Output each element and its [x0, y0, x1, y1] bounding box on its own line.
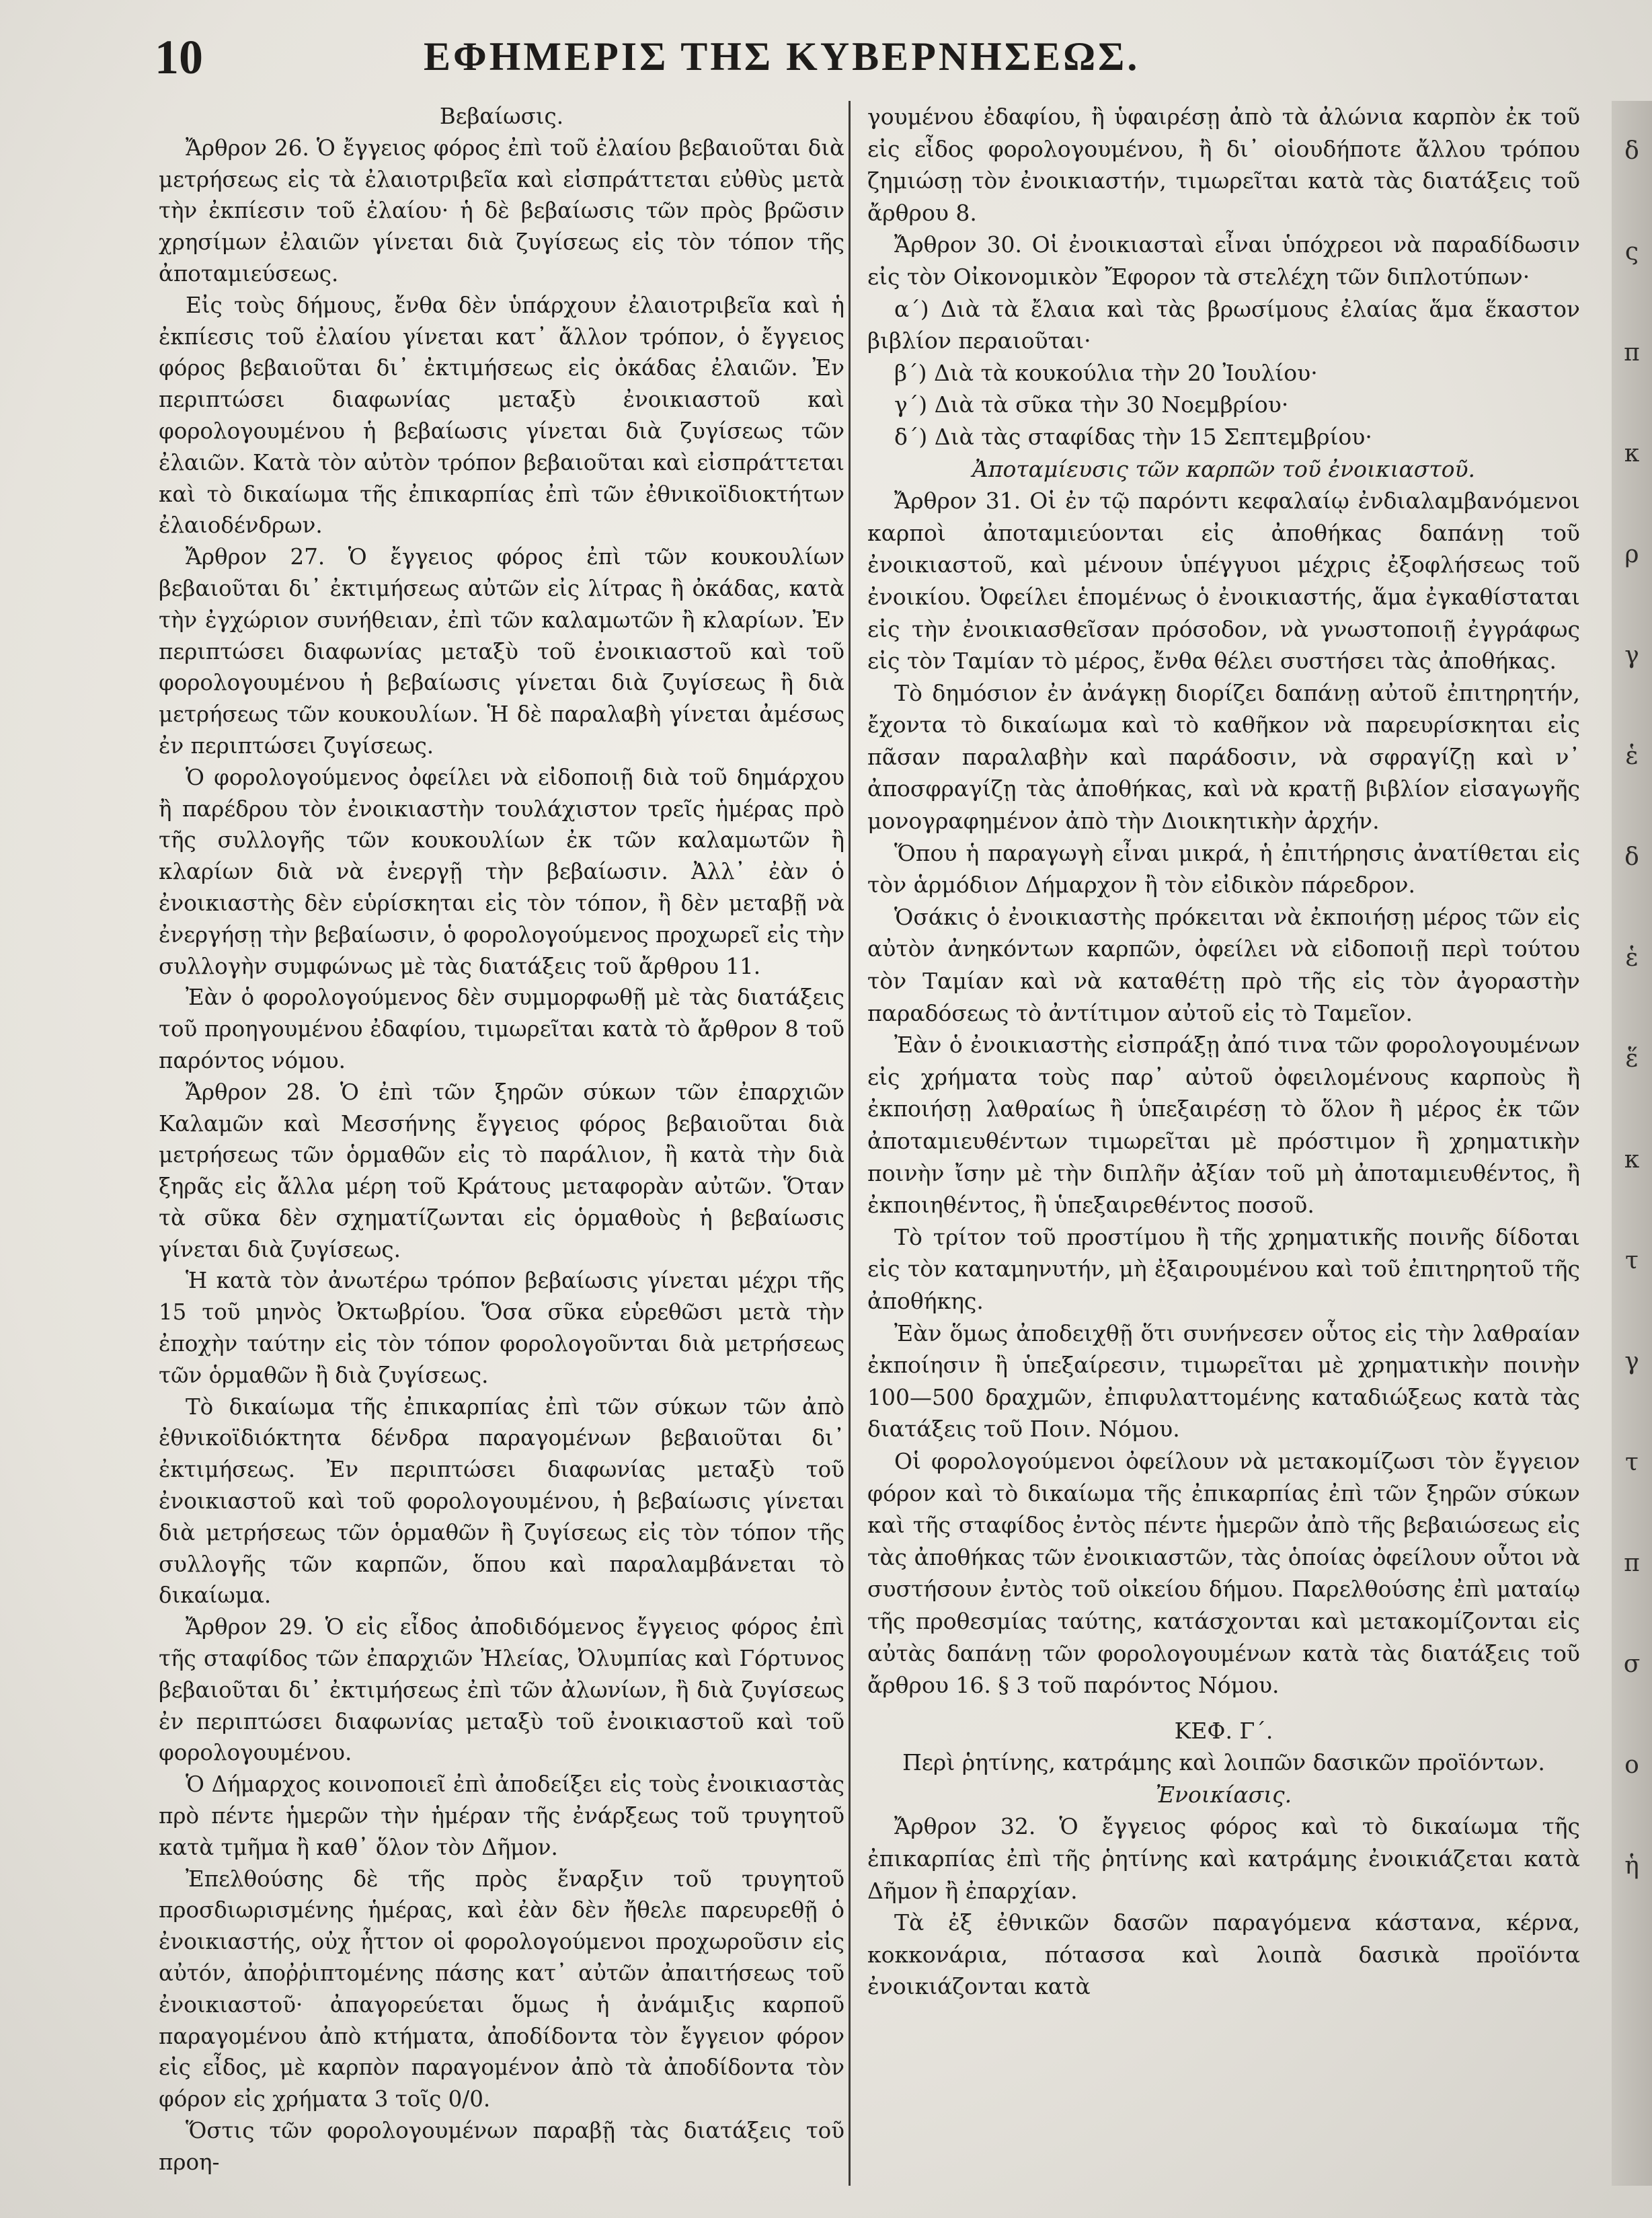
- edge-letter: γ: [1624, 642, 1639, 669]
- paragraph: Ἄρθρον 26. Ὁ ἔγγειος φόρος ἐπὶ τοῦ ἐλαίου βεβαιοῦται διὰ μετρήσεως εἰς τὰ ἐλαιοτριβεῖα καὶ εἰσπράττεται εὐθὺς μετὰ τὴν ἐκπίεσιν τοῦ ἐλαίου· ἡ δὲ βεβαίωσις τῶν πρὸς βρῶσιν χρησίμων ἐλαιῶν γίνεται διὰ ζυγίσεως εἰς τὸν τόπον τῆς ἀποταμιεύσεως.: [159, 135, 844, 286]
- paragraph: Ἐὰν ὅμως ἀποδειχθῇ ὅτι συνήνεσεν οὗτος εἰς τὴν λαθραίαν ἐκποίησιν ἢ ὑπεξαίρεσιν, τιμωρεῖται μὲ χρηματικὴν ποινὴν 100—500 δραχμῶν, ἐπιφυλαττομένης καταδιώξεως κατὰ τὰς διατάξεις τοῦ Ποιν. Νόμου.: [867, 1320, 1580, 1443]
- edge-letter: π: [1624, 339, 1640, 367]
- edge-letter: κ: [1624, 440, 1640, 467]
- chapter-heading: ΚΕΦ. Γ΄.: [1174, 1717, 1273, 1744]
- edge-letter: κ: [1624, 1146, 1640, 1174]
- edge-letter: γ: [1624, 1348, 1639, 1375]
- paragraph: Τὸ δικαίωμα τῆς ἐπικαρπίας ἐπὶ τῶν σύκων τῶν ἀπὸ ἐθνικοϊδιόκτητα δένδρα παραγομένων βεβαιοῦται δι᾽ ἐκτιμήσεως. Ἐν περιπτώσει διαφωνίας μεταξὺ τοῦ ἐνοικιαστοῦ καὶ τοῦ φορολογουμένου, ἡ βεβαίωσις γίνεται διὰ μετρήσεως τῶν ὁρμαθῶν ἢ ζυγίσεως εἰς τὸν τόπον τῆς συλλογῆς τῶν καρπῶν, ὅπου καὶ παραλαμβάνεται τὸ δικαίωμα.: [159, 1393, 844, 1609]
- right-column: [867, 101, 1580, 2003]
- edge-letter: ἡ: [1624, 1852, 1639, 1880]
- running-title: ΕΦΗΜΕΡΙΣ ΤΗΣ ΚΥΒΕΡΝΗΣΕΩΣ.: [424, 34, 1140, 79]
- section-heading: Βεβαίωσις.: [439, 104, 564, 129]
- paragraph: Ὁ φορολογούμενος ὀφείλει νὰ εἰδοποιῇ διὰ τοῦ δημάρχου ἢ παρέδρου τὸν ἐνοικιαστὴν τουλάχιστον τρεῖς ἡμέρας πρὸ τῆς συλλογῆς τῶν κουκουλίων ἐκ τῶν καλαμωτῶν ἢ κλαρίων διὰ νὰ ἐνεργῇ τὴν βεβαίωσιν. Ἀλλ᾽ ἐὰν ὁ ἐνοικιαστὴς δὲν εὑρίσκηται εἰς τὸν τόπον, ἢ δὲν μεταβῇ νὰ ἐνεργήσῃ τὴν βεβαίωσιν, ὁ φορολογούμενος προχωρεῖ εἰς τὴν συλλογὴν συμφώνως μὲ τὰς διατάξεις τοῦ ἄρθρου 11.: [159, 764, 844, 979]
- edge-letter: ο: [1624, 1751, 1639, 1779]
- section-heading: Ἐνοικίασις.: [1155, 1781, 1292, 1808]
- page-header: [155, 30, 1311, 90]
- paragraph: Ἄρθρον 27. Ὁ ἔγγειος φόρος ἐπὶ τῶν κουκουλίων βεβαιοῦται δι᾽ ἐκτιμήσεως αὐτῶν εἰς λίτρας ἢ ὀκάδας, κατὰ τὴν ἐγχώριον συνήθειαν, ἐπὶ τῶν καλαμωτῶν ἢ κλαρίων. Ἐν περιπτώσει διαφωνίας μεταξὺ τοῦ ἐνοικιαστοῦ καὶ τοῦ φορολογουμένου ἡ βεβαίωσις γίνεται διὰ ζυγίσεως ἢ διὰ μετρήσεως τῶν κουκουλίων. Ἡ δὲ παραλαβὴ γίνεται ἀμέσως ἐν περιπτώσει ζυγίσεως.: [159, 544, 844, 759]
- edge-letter: τ: [1625, 1449, 1639, 1476]
- list-item: δ΄) Διὰ τὰς σταφίδας τὴν 15 Σεπτεμβρίου·: [894, 423, 1372, 450]
- paragraph: Οἱ φορολογούμενοι ὀφείλουν νὰ μετακομίζωσι τὸν ἔγγειον φόρον καὶ τὸ δικαίωμα τῆς ἐπικαρπίας ἐπὶ τῶν ξηρῶν σύκων καὶ τῆς σταφίδος ἐντὸς πέντε ἡμερῶν ἀπὸ τῆς βεβαιώσεως εἰς τὰς ἀποθήκας τῶν ἐνοικιαστῶν, τὰς ὁποίας ὀφείλουν οὗτοι νὰ συστήσουν ἐντὸς τοῦ οἰκείου δήμου. Παρελθούσης ἐπὶ ματαίῳ τῆς προθεσμίας ταύτης, κατάσχονται καὶ μετακομίζονται εἰς αὐτὰς δαπάνῃ τῶν φορολογουμένων κατὰ τὰς διατάξεις τοῦ ἄρθρου 16. § 3 τοῦ παρόντος Νόμου.: [867, 1447, 1580, 1699]
- section-heading: Ἀποταμίευσις τῶν καρπῶν τοῦ ἐνοικιαστοῦ.: [972, 455, 1476, 482]
- edge-letter: δ: [1624, 137, 1639, 165]
- list-item: α΄) Διὰ τὰ ἔλαια καὶ τὰς βρωσίμους ἐλαίας ἅμα ἕκαστον βιβλίον περαιοῦται·: [867, 295, 1580, 354]
- paragraph: Ὅστις τῶν φορολογουμένων παραβῇ τὰς διατάξεις τοῦ προη-: [159, 2118, 844, 2175]
- edge-letter: τ: [1625, 1247, 1639, 1274]
- left-column: [159, 101, 844, 2178]
- edge-letter: ἕ: [1625, 1045, 1639, 1073]
- edge-letter: ἑ: [1625, 742, 1639, 770]
- page-number: 10: [155, 30, 203, 84]
- paragraph-continuation: γουμένου ἐδαφίου, ἢ ὑφαιρέσῃ ἀπὸ τὰ ἀλώνια καρπὸν ἐκ τοῦ εἰς εἶδος φορολογουμένου, ἢ δι᾽ οἱουδήποτε ἄλλου τρόπου ζημιώσῃ τὸν ἐνοικιαστήν, τιμωρεῖται κατὰ τὰς διατάξεις τοῦ ἄρθρου 8.: [867, 104, 1580, 226]
- paragraph: Ἐὰν ὁ ἐνοικιαστὴς εἰσπράξῃ ἀπό τινα τῶν φορολογουμένων εἰς χρήματα τοὺς παρ᾽ αὐτοῦ ὀφειλομένους καρποὺς ἢ ἐκποιήσῃ λαθραίως ἢ ὑπεξαιρέσῃ τὸ ὅλον ἢ μέρος ἐκ τῶν ἀποταμιευθέντων τιμωρεῖται μὲ πρόστιμον ἢ χρηματικὴν ποινὴν ἴσην μὲ τὴν διπλῆν ἀξίαν τοῦ μὴ ἀποταμιευθέντος, ἢ ἐκποιηθέντος, ἢ ὑπεξαιρεθέντος ποσοῦ.: [867, 1032, 1580, 1219]
- paragraph: Τὸ δημόσιον ἐν ἀνάγκῃ διορίζει δαπάνῃ αὐτοῦ ἐπιτηρητήν, ἔχοντα τὸ δικαίωμα καὶ τὸ καθῆκον νὰ παρευρίσκηται εἰς πᾶσαν παραλαβὴν καὶ παράδοσιν, νὰ σφραγίζῃ καὶ ν᾽ ἀποσφραγίζῃ τὰς ἀποθήκας, καὶ νὰ κρατῇ βιβλίον εἰσαγωγῆς μονογραφημένον ἀπὸ τὴν Διοικητικὴν ἀρχήν.: [867, 679, 1580, 835]
- paragraph: Ὁ Δήμαρχος κοινοποιεῖ ἐπὶ ἀποδείξει εἰς τοὺς ἐνοικιαστὰς πρὸ πέντε ἡμερῶν τὴν ἡμέραν τῆς ἐνάρξεως τοῦ τρυγητοῦ κατὰ τμῆμα ἢ καθ᾽ ὅλον τὸν Δῆμον.: [159, 1771, 844, 1860]
- paragraph: Ὅπου ἡ παραγωγὴ εἶναι μικρά, ἡ ἐπιτήρησις ἀνατίθεται εἰς τὸν ἁρμόδιον Δήμαρχον ἢ τὸν εἰδικὸν πάρεδρον.: [867, 839, 1580, 898]
- paragraph: Ἄρθρον 32. Ὁ ἔγγειος φόρος καὶ τὸ δικαίωμα τῆς ἐπικαρπίας ἐπὶ τῆς ῥητίνης καὶ κατράμης ἐνοικιάζεται κατὰ Δῆμον ἢ ἐπαρχίαν.: [867, 1813, 1580, 1904]
- chapter-subtitle: Περὶ ῥητίνης, κατράμης καὶ λοιπῶν δασικῶν προϊόντων.: [902, 1749, 1545, 1776]
- paragraph: Εἰς τοὺς δήμους, ἔνθα δὲν ὑπάρχουν ἐλαιοτριβεῖα καὶ ἡ ἐκπίεσις τοῦ ἐλαίου γίνεται κατ᾽ ἄλλον τρόπον, ὁ ἔγγειος φόρος βεβαιοῦται δι᾽ ἐκτιμήσεως εἰς ὀκάδας ἐλαιῶν. Ἐν περιπτώσει διαφωνίας μεταξὺ ἐνοικιαστοῦ καὶ φορολογουμένου ἡ βεβαίωσις γίνεται διὰ ζυγίσεως τῶν ἐλαιῶν. Κατὰ τὸν αὐτὸν τρόπον βεβαιοῦται καὶ εἰσπράττεται καὶ τὸ δικαίωμα τῆς ἐπικαρπίας ἐπὶ τῶν ἐθνικοϊδιοκτήτων ἐλαιοδένδρων.: [159, 292, 844, 539]
- edge-letter: σ: [1623, 1650, 1641, 1678]
- paragraph: Ἄρθρον 31. Οἱ ἐν τῷ παρόντι κεφαλαίῳ ἐνδιαλαμβανόμενοι καρποὶ ἀποταμιεύονται εἰς ἀποθήκας δαπάνῃ τοῦ ἐνοικιαστοῦ, καὶ μένουν ὑπέγγυοι μέχρις ἐξοφλήσεως τοῦ ἐνοικίου. Ὀφείλει ἑπομένως ὁ ἐνοικιαστής, ἅμα ἐγκαθίσταται εἰς τὴν ἐνοικιασθεῖσαν πρόσοδον, νὰ γνωστοποιῇ ἐγγράφως εἰς τὸν Ταμίαν τὸ μέρος, ἔνθα θέλει συστήσει τὰς ἀποθήκας.: [867, 488, 1580, 675]
- edge-letter: δ: [1624, 843, 1639, 871]
- paragraph: Ὁσάκις ὁ ἐνοικιαστὴς πρόκειται νὰ ἐκποιήσῃ μέρος τῶν εἰς αὐτὸν ἀνηκόντων καρπῶν, ὀφείλει νὰ εἰδοποιῇ περὶ τούτου τὸν Ταμίαν καὶ νὰ καταθέτῃ πρὸ τῆς εἰς τὸν ἀγοραστὴν παραδόσεως τὸ ἀντίτιμον αὐτοῦ εἰς τὸ Ταμεῖον.: [867, 903, 1580, 1026]
- edge-letter: π: [1624, 1550, 1640, 1577]
- paragraph: Ἐπελθούσης δὲ τῆς πρὸς ἔναρξιν τοῦ τρυγητοῦ προσδιωρισμένης ἡμέρας, καὶ ἐὰν δὲν ἤθελε παρευρεθῇ ὁ ἐνοικιαστής, οὐχ ἧττον οἱ φορολογούμενοι προχωροῦσιν εἰς αὐτόν, ἀποῤῥιπτομένης πάσης κατ᾽ αὐτῶν ἀπαιτήσεως τοῦ ἐνοικιαστοῦ· ἀπαγορεύεται ὅμως ἡ ἀνάμιξις καρποῦ παραγομένου ἀπὸ κτήματα, ἀποδίδοντα τὸν ἔγγειον φόρον εἰς εἶδος, μὲ καρπὸν παραγομένον ἀπὸ τὰ ἀποδίδοντα τὸν φόρον εἰς χρήματα 3 τοῖς 0/0.: [159, 1866, 844, 2112]
- list-item: γ΄) Διὰ τὰ σῦκα τὴν 30 Νοεμβρίου·: [894, 391, 1289, 418]
- column-divider: [849, 101, 851, 2186]
- edge-letter: ρ: [1624, 541, 1639, 568]
- paragraph: Ἄρθρον 28. Ὁ ἐπὶ τῶν ξηρῶν σύκων τῶν ἐπαρχιῶν Καλαμῶν καὶ Μεσσήνης ἔγγειος φόρος βεβαιοῦται διὰ μετρήσεως τῶν ὁρμαθῶν εἰς τὸ παράλιον, ἢ κατὰ τὴν διὰ ξηρᾶς εἰς ἄλλα μέρη τοῦ Κράτους μεταφορὰν αὐτῶν. Ὅταν τὰ σῦκα δὲν σχηματίζωνται εἰς ὁρμαθοὺς ἡ βεβαίωσις γίνεται διὰ ζυγίσεως.: [159, 1079, 844, 1262]
- paragraph: Ἡ κατὰ τὸν ἀνωτέρω τρόπον βεβαίωσις γίνεται μέχρι τῆς 15 τοῦ μηνὸς Ὀκτωβρίου. Ὅσα σῦκα εὑρεθῶσι μετὰ τὴν ἐποχὴν ταύτην εἰς τὸν τόπον φορολογοῦνται διὰ μετρήσεως τῶν ὁρμαθῶν ἢ διὰ ζυγίσεως.: [159, 1268, 844, 1388]
- paragraph: Τὰ ἐξ ἐθνικῶν δασῶν παραγόμενα κάστανα, κέρνα, κοκκονάρια, πότασσα καὶ λοιπὰ δασικὰ προϊόντα ἐνοικιάζονται κατὰ: [867, 1909, 1580, 2000]
- paragraph: Τὸ τρίτον τοῦ προστίμου ἢ τῆς χρηματικῆς ποινῆς δίδοται εἰς τὸν καταμηνυτήν, μὴ ἐξαιρουμένου καὶ τοῦ ἐπιτηρητοῦ τῆς ἀποθήκης.: [867, 1223, 1580, 1314]
- paragraph: Ἄρθρον 30. Οἱ ἐνοικιασταὶ εἶναι ὑπόχρεοι νὰ παραδίδωσιν εἰς τὸν Οἰκονομικὸν Ἔφορον τὰ στελέχη τῶν διπλοτύπων·: [867, 231, 1580, 290]
- paragraph: Ἐὰν ὁ φορολογούμενος δὲν συμμορφωθῇ μὲ τὰς διατάξεις τοῦ προηγουμένου ἐδαφίου, τιμωρεῖται κατὰ τὸ ἄρθρον 8 τοῦ παρόντος νόμου.: [159, 985, 844, 1073]
- list-item: β΄) Διὰ τὰ κουκούλια τὴν 20 Ἰουλίου·: [894, 359, 1318, 386]
- edge-letter: ς: [1624, 238, 1639, 266]
- facing-page-edge: [1612, 101, 1652, 2186]
- edge-letter: ἑ: [1625, 944, 1639, 972]
- paragraph: Ἄρθρον 29. Ὁ εἰς εἶδος ἀποδιδόμενος ἔγγειος φόρος ἐπὶ τῆς σταφίδος τῶν ἐπαρχιῶν Ἠλείας, Ὀλυμπίας καὶ Γόρτυνος βεβαιοῦται δι᾽ ἐκτιμήσεως ἐπὶ τῶν ἀλωνίων, ἢ διὰ ζυγίσεως ἐν περιπτώσει διαφωνίας μεταξὺ τοῦ ἐνοικιαστοῦ καὶ τοῦ φορολογουμένου.: [159, 1614, 844, 1766]
